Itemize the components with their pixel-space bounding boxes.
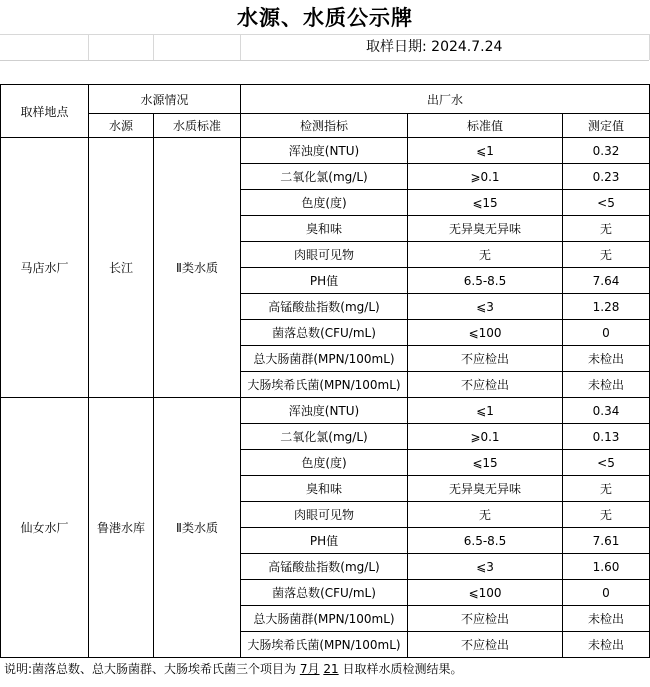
measured-value-cell: 无 bbox=[563, 502, 650, 528]
indicator-cell: 菌落总数(CFU/mL) bbox=[241, 320, 408, 346]
measured-value-cell: 无 bbox=[563, 242, 650, 268]
indicator-cell: 浑浊度(NTU) bbox=[241, 138, 408, 164]
measured-value-cell: 0 bbox=[563, 580, 650, 606]
standard-value-cell: ⩽3 bbox=[408, 294, 563, 320]
blank-row bbox=[0, 60, 649, 85]
indicator-cell: 高锰酸盐指数(mg/L) bbox=[241, 294, 408, 320]
measured-value-cell: <5 bbox=[563, 190, 650, 216]
indicator-cell: PH值 bbox=[241, 268, 408, 294]
plant-source: 鲁港水库 bbox=[89, 398, 154, 658]
indicator-cell: 大肠埃希氏菌(MPN/100mL) bbox=[241, 372, 408, 398]
gridline bbox=[88, 34, 89, 60]
header-quality-standard: 水质标准 bbox=[154, 114, 241, 138]
standard-value-cell: 无异臭无异味 bbox=[408, 216, 563, 242]
standard-value-cell: ⩽1 bbox=[408, 398, 563, 424]
footnote-suffix: 日取样水质检测结果。 bbox=[342, 662, 463, 676]
indicator-cell: 二氧化氯(mg/L) bbox=[241, 164, 408, 190]
gridline bbox=[0, 34, 649, 35]
indicator-cell: 色度(度) bbox=[241, 450, 408, 476]
measured-value-cell: 7.61 bbox=[563, 528, 650, 554]
measured-value-cell: 0 bbox=[563, 320, 650, 346]
measured-value-cell: <5 bbox=[563, 450, 650, 476]
indicator-cell: 臭和味 bbox=[241, 476, 408, 502]
standard-value-cell: 6.5-8.5 bbox=[408, 268, 563, 294]
sample-date: 取样日期: 2024.7.24 bbox=[366, 39, 503, 55]
standard-value-cell: ⩽100 bbox=[408, 320, 563, 346]
header-location: 取样地点 bbox=[1, 85, 89, 138]
plant-source: 长江 bbox=[89, 138, 154, 398]
indicator-cell: 肉眼可见物 bbox=[241, 242, 408, 268]
standard-value-cell: ⩽1 bbox=[408, 138, 563, 164]
indicator-cell: 二氧化氯(mg/L) bbox=[241, 424, 408, 450]
indicator-cell: PH值 bbox=[241, 528, 408, 554]
standard-value-cell: 不应检出 bbox=[408, 606, 563, 632]
header-source: 水源 bbox=[89, 114, 154, 138]
header-source-group: 水源情况 bbox=[89, 85, 241, 114]
measured-value-cell: 无 bbox=[563, 216, 650, 242]
header-measured-value: 测定值 bbox=[563, 114, 650, 138]
water-quality-table bbox=[0, 84, 650, 658]
standard-value-cell: ⩾0.1 bbox=[408, 164, 563, 190]
standard-value-cell: 无 bbox=[408, 242, 563, 268]
indicator-cell: 菌落总数(CFU/mL) bbox=[241, 580, 408, 606]
standard-value-cell: ⩽100 bbox=[408, 580, 563, 606]
gridline bbox=[240, 34, 241, 60]
plant-name: 仙女水厂 bbox=[1, 398, 89, 658]
header-indicator: 检测指标 bbox=[241, 114, 408, 138]
indicator-cell: 大肠埃希氏菌(MPN/100mL) bbox=[241, 632, 408, 658]
header-outlet-group: 出厂水 bbox=[241, 85, 650, 114]
standard-value-cell: 6.5-8.5 bbox=[408, 528, 563, 554]
footnote-month: 7月 bbox=[299, 662, 320, 676]
measured-value-cell: 7.64 bbox=[563, 268, 650, 294]
indicator-cell: 浑浊度(NTU) bbox=[241, 398, 408, 424]
standard-value-cell: 不应检出 bbox=[408, 632, 563, 658]
standard-value-cell: ⩾0.1 bbox=[408, 424, 563, 450]
measured-value-cell: 1.28 bbox=[563, 294, 650, 320]
standard-value-cell: 不应检出 bbox=[408, 372, 563, 398]
plant-name: 马店水厂 bbox=[1, 138, 89, 398]
plant-quality: Ⅱ类水质 bbox=[154, 138, 241, 398]
table-row bbox=[1, 398, 650, 424]
measured-value-cell: 0.23 bbox=[563, 164, 650, 190]
measured-value-cell: 0.13 bbox=[563, 424, 650, 450]
standard-value-cell: ⩽15 bbox=[408, 190, 563, 216]
indicator-cell: 总大肠菌群(MPN/100mL) bbox=[241, 346, 408, 372]
footnote-day: 21 bbox=[323, 662, 339, 676]
footnote bbox=[4, 658, 462, 680]
table-row bbox=[1, 138, 650, 164]
measured-value-cell: 未检出 bbox=[563, 346, 650, 372]
indicator-cell: 肉眼可见物 bbox=[241, 502, 408, 528]
header-standard-value: 标准值 bbox=[408, 114, 563, 138]
indicator-cell: 臭和味 bbox=[241, 216, 408, 242]
measured-value-cell: 无 bbox=[563, 476, 650, 502]
measured-value-cell: 未检出 bbox=[563, 606, 650, 632]
measured-value-cell: 未检出 bbox=[563, 632, 650, 658]
standard-value-cell: ⩽15 bbox=[408, 450, 563, 476]
gridline bbox=[153, 34, 154, 60]
measured-value-cell: 0.34 bbox=[563, 398, 650, 424]
indicator-cell: 色度(度) bbox=[241, 190, 408, 216]
measured-value-cell: 1.60 bbox=[563, 554, 650, 580]
plant-quality: Ⅱ类水质 bbox=[154, 398, 241, 658]
page-title: 水源、水质公示牌 bbox=[237, 6, 413, 30]
standard-value-cell: 无异臭无异味 bbox=[408, 476, 563, 502]
indicator-cell: 高锰酸盐指数(mg/L) bbox=[241, 554, 408, 580]
standard-value-cell: ⩽3 bbox=[408, 554, 563, 580]
standard-value-cell: 无 bbox=[408, 502, 563, 528]
measured-value-cell: 0.32 bbox=[563, 138, 650, 164]
footnote-prefix: 说明:菌落总数、总大肠菌群、大肠埃希氏菌三个项目为 bbox=[4, 662, 297, 676]
measured-value-cell: 未检出 bbox=[563, 372, 650, 398]
standard-value-cell: 不应检出 bbox=[408, 346, 563, 372]
indicator-cell: 总大肠菌群(MPN/100mL) bbox=[241, 606, 408, 632]
